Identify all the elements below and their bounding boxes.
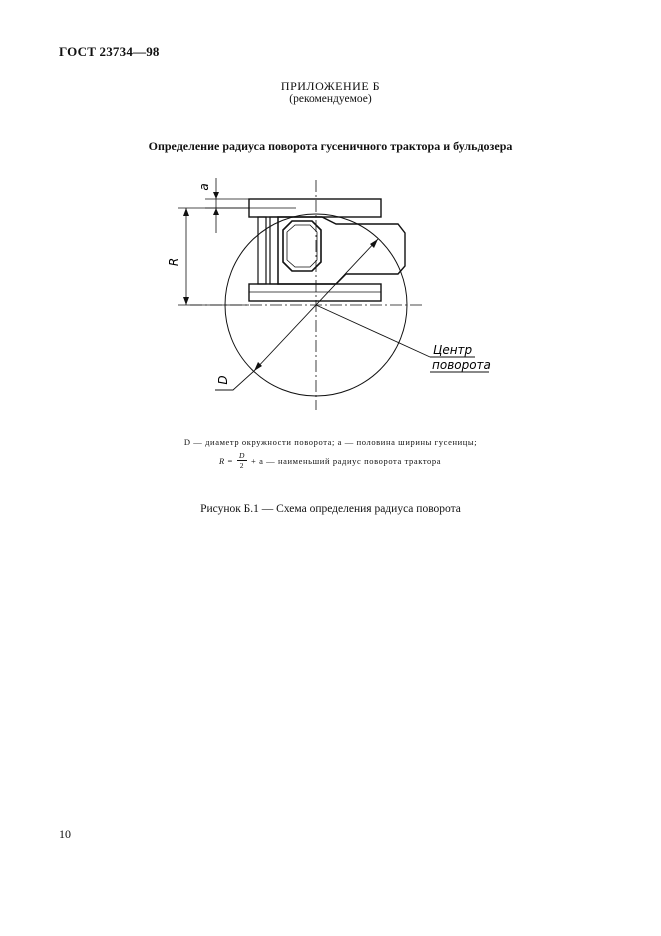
center-label-line1: Центр bbox=[433, 343, 473, 357]
figure-legend-line1: D — диаметр окружности поворота; a — половина ширины гусеницы; bbox=[183, 437, 478, 447]
frame-post-right bbox=[270, 217, 278, 284]
center-leader-line bbox=[316, 305, 430, 357]
bottom-track bbox=[249, 284, 381, 301]
legend-r: R bbox=[219, 455, 225, 466]
section-title: Определение радиуса поворота гусеничного трактора и бульдозера bbox=[148, 139, 513, 153]
legend-fraction-denominator: 2 bbox=[239, 461, 245, 470]
figure-caption: Рисунок Б.1 — Схема определения радиуса поворота bbox=[200, 503, 461, 515]
page-number: 10 bbox=[59, 827, 71, 841]
label-d: D bbox=[216, 375, 230, 385]
center-label-line2: поворота bbox=[432, 358, 491, 372]
annex-status: (рекомендуемое) bbox=[289, 93, 372, 105]
tractor-hull bbox=[278, 217, 405, 284]
frame-post-left bbox=[258, 217, 266, 284]
legend-tail: + a — наименьший радиус поворота трактора bbox=[250, 455, 442, 466]
figure-legend-line2 bbox=[219, 451, 441, 470]
label-a: a bbox=[197, 183, 211, 191]
legend-eq: = bbox=[227, 455, 233, 466]
tractor-cab bbox=[283, 221, 321, 271]
legend-fraction bbox=[237, 451, 247, 470]
label-r: R bbox=[167, 257, 181, 267]
annex-title: ПРИЛОЖЕНИЕ Б bbox=[280, 79, 381, 93]
legend-fraction-numerator: D bbox=[238, 451, 245, 460]
standard-code: ГОСТ 23734—98 bbox=[59, 44, 160, 59]
